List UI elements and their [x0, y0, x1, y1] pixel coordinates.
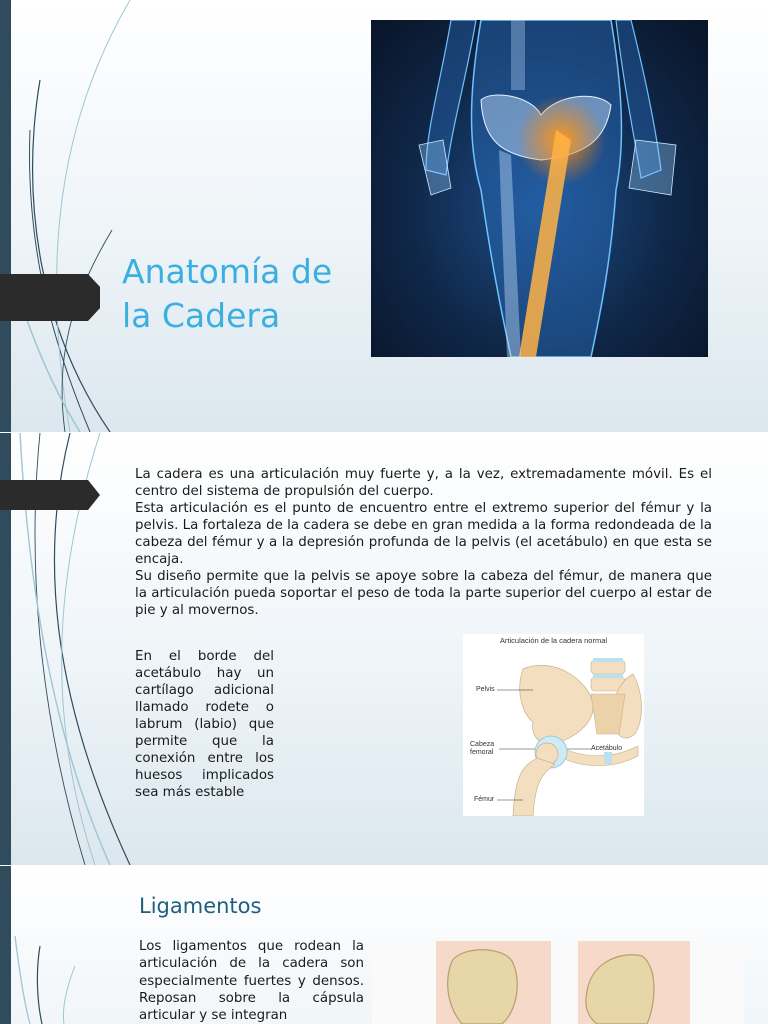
paragraph-1: La cadera es una articulación muy fuerte y, a la vez, extremadamente móvil. Es el centro del sistema de propulsión del cuerpo.: [135, 467, 712, 499]
slide-hip-description: [0, 433, 768, 865]
ligaments-images: [372, 941, 744, 1024]
label-femur: Fémur: [474, 796, 495, 803]
ligaments-text: Los ligamentos que rodean la articulación de la cadera son especialmente fuertes y densos. Reposan sobre la cápsula articular y se integran: [139, 939, 364, 1024]
paragraph-3: Su diseño permite que la pelvis se apoye sobre la cabeza del fémur, de manera que la articulación pueda soportar el peso de toda la parte superior del cuerpo al estar de pie y al movernos.: [135, 569, 712, 618]
slide-title: [0, 0, 768, 432]
title-line-1: Anatomía de: [122, 252, 333, 291]
left-accent-bar: [0, 0, 11, 432]
label-pelvis: Pelvis: [476, 686, 495, 693]
slide-ligaments: [0, 866, 768, 1024]
decorative-swoosh-lines: [0, 866, 140, 1024]
label-cabeza-line2: femoral: [470, 749, 494, 756]
decorative-swoosh-lines: [0, 0, 140, 432]
left-accent-bar: [0, 866, 11, 1024]
hip-joint-diagram: [463, 634, 644, 816]
title-line-2: la Cadera: [122, 296, 281, 335]
arrow-tab: [0, 480, 100, 510]
hip-joint-illustration: [463, 634, 644, 816]
ligaments-heading: Ligamentos: [139, 894, 262, 918]
hip-description-text: [135, 466, 712, 619]
label-cabeza-line1: Cabeza: [470, 741, 495, 748]
paragraph-2: Esta articulación es el punto de encuentro entre el extremo superior del fémur y la pelvis. La fortaleza de la cadera se debe en gran medida a la forma redondeada de la cabeza del fémur y a la depresión profunda de la pelvis (el acetábulo) en que esta se encaja.: [135, 501, 712, 567]
slide-title-text: [122, 250, 362, 338]
arrow-tab: [0, 274, 100, 321]
diagram-title: Articulación de la cadera normal: [499, 636, 608, 645]
body-xray-illustration: [371, 20, 708, 357]
ligament-illustrations: [372, 941, 744, 1024]
label-acetabulo: Acetábulo: [591, 745, 623, 752]
labrum-text: En el borde del acetábulo hay un cartílago adicional llamado rodete o labrum (labio) que permite que la conexión entre los huesos implicados sea más estable: [135, 649, 274, 800]
label-cabeza-femoral: [470, 741, 494, 757]
hip-anatomy-image: [371, 20, 708, 357]
